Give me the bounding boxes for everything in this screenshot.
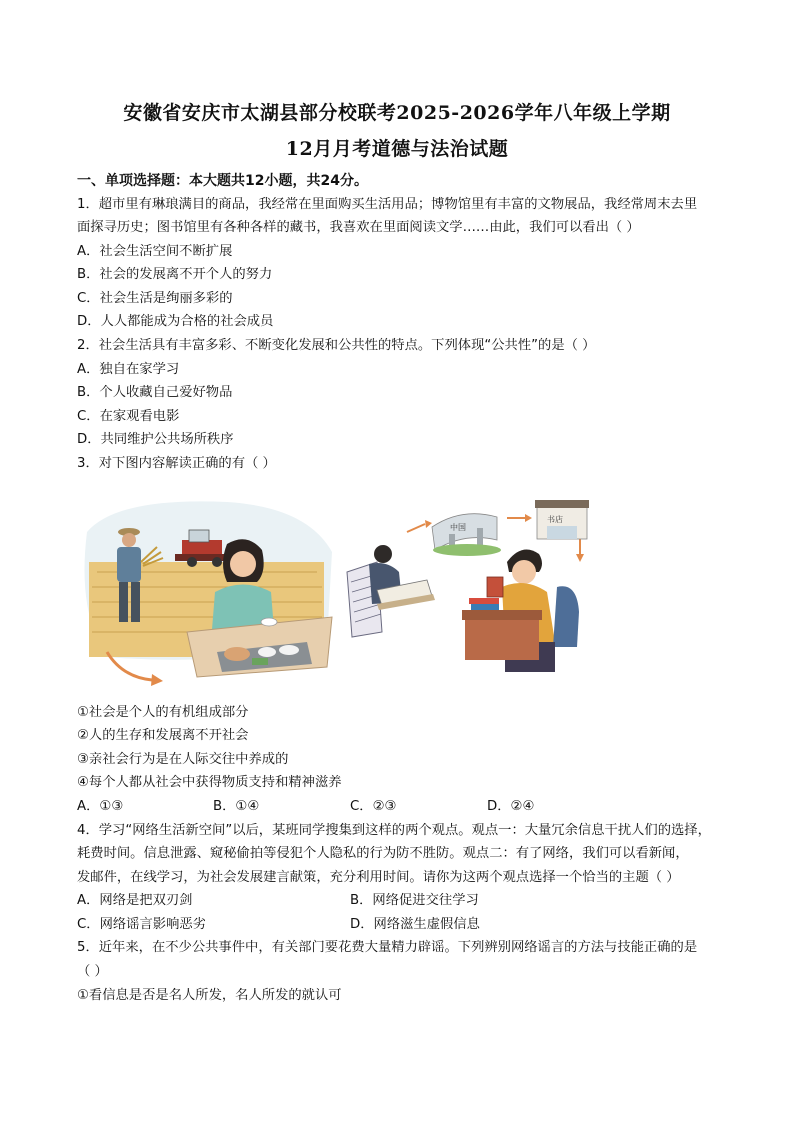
q5-stem-line1: 5．近年来，在不少公共事件中，有关部门要花费大量精力辟谣。下列辨别网络谣言的方法与技能正确的是 <box>77 940 698 955</box>
q3-stem: 3．对下图内容解读正确的有（ ） <box>77 456 276 471</box>
q4-option-b: B．网络促进交往学习 <box>350 893 479 908</box>
q2-option-c: C．在家观看电影 <box>77 409 180 424</box>
q4-option-c: C．网络谣言影响恶劣 <box>77 917 206 932</box>
q4-stem-line2: 耗费时间。信息泄露、窥秘偷拍等侵犯个人隐私的行为防不胜防。观点二：有了网络，我们可以看新闻， <box>77 846 689 861</box>
q1-stem-line1: 1．超市里有琳琅满目的商品，我经常在里面购买生活用品；博物馆里有丰富的文物展品，我经常周末去里 <box>77 197 698 212</box>
q5-statement-1: ①看信息是否是名人所发，名人所发的就认可 <box>77 988 342 1003</box>
q4-stem-line1: 4．学习“网络生活新空间”以后，某班同学搜集到这样的两个观点。观点一：大量冗余信息干扰人们的选择， <box>77 823 711 838</box>
student-writing-figure <box>347 545 435 637</box>
q3-statement-1: ①社会是个人的有机组成部分 <box>77 705 249 720</box>
q5-stem-line2: （ ） <box>77 964 108 979</box>
bookstore-icon <box>535 500 589 539</box>
q3-option-d: D．②④ <box>487 799 535 814</box>
study-scene <box>347 500 589 672</box>
q3-statement-3: ③亲社会行为是在人际交往中养成的 <box>77 752 289 767</box>
q2-option-d: D．共同维护公共场所秩序 <box>77 432 234 447</box>
q2-option-a: A．独自在家学习 <box>77 362 180 377</box>
q3-option-b: B．①④ <box>213 799 260 814</box>
q3-option-a: A．①③ <box>77 799 124 814</box>
gate-sign-text: 中国 <box>450 523 466 532</box>
q4-stem-line3: 发邮件，在线学习，为社会发展建言献策，充分利用时间。请你为这两个观点选择一个恰当的主题（ ） <box>77 870 680 885</box>
farm-scene <box>85 501 333 686</box>
q3-statement-4: ④每个人都从社会中获得物质支持和精神滋养 <box>77 775 342 790</box>
q1-stem-line2: 面探寻历史；图书馆里有各种各样的藏书，我喜欢在里面阅读文学……由此，我们可以看出（ ） <box>77 220 640 235</box>
section-heading: 一、单项选择题：本大题共12小题，共24分。 <box>77 173 368 189</box>
q3-statement-2: ②人的生存和发展离不开社会 <box>77 728 249 743</box>
exam-title-line1: 安徽省安庆市太湖县部分校联考2025-2026学年八年级上学期 <box>123 102 671 124</box>
q2-stem: 2．社会生活具有丰富多彩、不断变化发展和公共性的特点。下列体现“公共性”的是（ ） <box>77 338 596 353</box>
q1-option-c: C．社会生活是绚丽多彩的 <box>77 291 233 306</box>
gate-sign-icon <box>432 514 501 556</box>
q1-option-b: B．社会的发展离不开个人的努力 <box>77 267 273 282</box>
q3-illustration <box>77 492 727 688</box>
q4-option-d: D．网络滋生虚假信息 <box>350 917 480 932</box>
q1-option-d: D．人人都能成为合格的社会成员 <box>77 314 274 329</box>
q3-option-c: C．②③ <box>350 799 397 814</box>
q2-option-b: B．个人收藏自己爱好物品 <box>77 385 233 400</box>
q1-option-a: A．社会生活空间不断扩展 <box>77 244 233 259</box>
bookstore-sign-text: 书店 <box>547 515 563 524</box>
q4-option-a: A．网络是把双刃剑 <box>77 893 193 908</box>
exam-title-line2: 12月月考道德与法治试题 <box>285 138 509 160</box>
